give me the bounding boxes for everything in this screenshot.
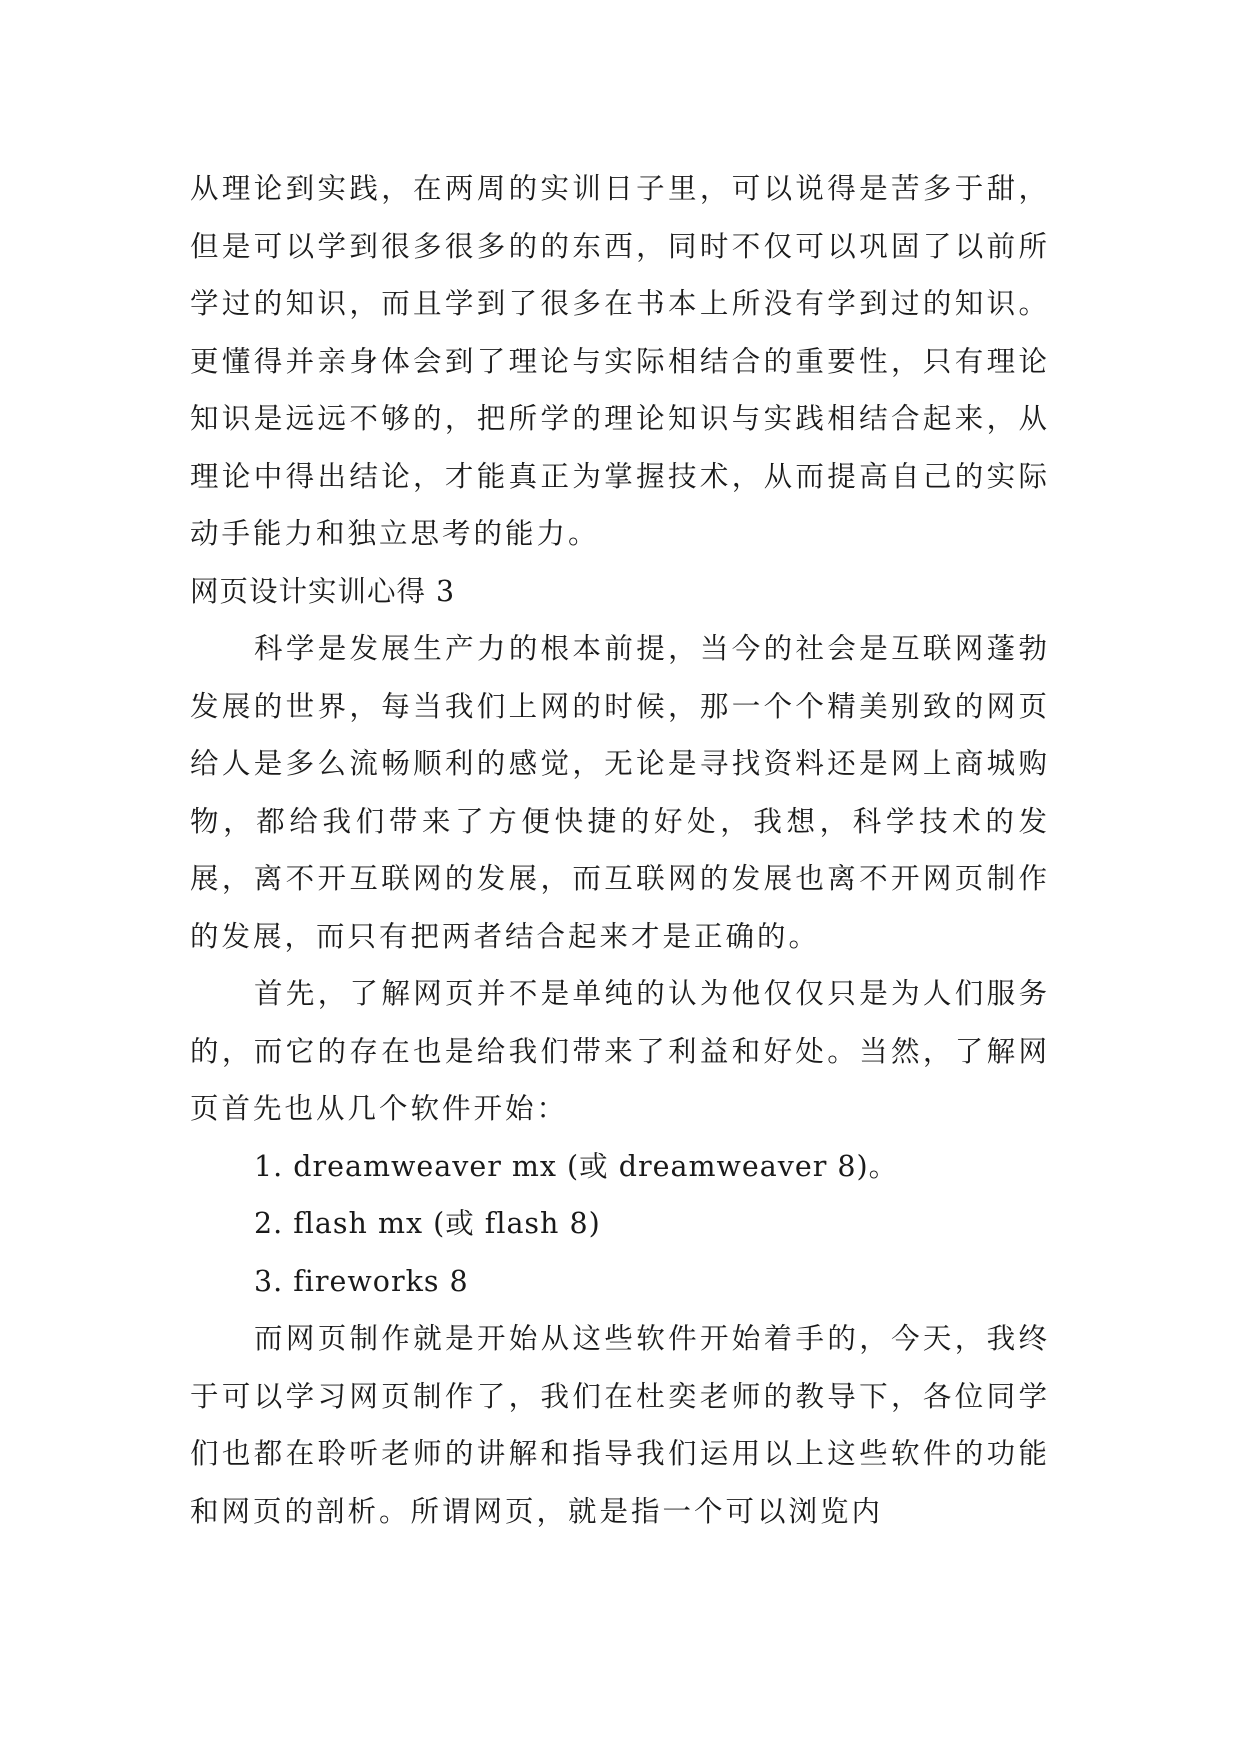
list-item-dreamweaver: 1. dreamweaver mx (或 dreamweaver 8)。 <box>254 1149 899 1183</box>
section-heading: 网页设计实训心得 3 <box>190 574 456 608</box>
list-item-fireworks: 3. fireworks 8 <box>254 1264 469 1298</box>
paragraph-practice-summary: 从理论到实践，在两周的实训日子里，可以说得是苦多于甜，但是可以学到很多很多的的东西，同时不仅可以巩固了以前所学过的知识，而且学到了很多在书本上所没有学到过的知识。更懂得并亲身体会到了理论与实际相结合的重要性，只有理论知识是远远不够的，把所学的理论知识与实践相结合起来，从理论中得出结论，才能真正为掌握技术，从而提高自己的实际动手能力和独立思考的能力。 <box>190 172 1050 550</box>
paragraph-understanding-webpages: 首先，了解网页并不是单纯的认为他仅仅只是为人们服务的，而它的存在也是给我们带来了利益和好处。当然，了解网页首先也从几个软件开始： <box>190 977 1050 1125</box>
list-item-flash: 2. flash mx (或 flash 8) <box>254 1207 601 1240</box>
paragraph-science-internet: 科学是发展生产力的根本前提，当今的社会是互联网蓬勃发展的世界，每当我们上网的时候，那一个个精美别致的网页给人是多么流畅顺利的感觉，无论是寻找资料还是网上商城购物，都给我们带来了方便快捷的好处，我想，科学技术的发展，离不开互联网的发展，而互联网的发展也离不开网页制作的发展，而只有把两者结合起来才是正确的。 <box>190 632 1050 953</box>
document-body <box>190 160 1050 1540</box>
paragraph-webpage-production: 而网页制作就是开始从这些软件开始着手的，今天，我终于可以学习网页制作了，我们在杜奕老师的教导下，各位同学们也都在聆听老师的讲解和指导我们运用以上这些软件的功能和网页的剖析。所谓网页，就是指一个可以浏览内 <box>190 1322 1050 1528</box>
